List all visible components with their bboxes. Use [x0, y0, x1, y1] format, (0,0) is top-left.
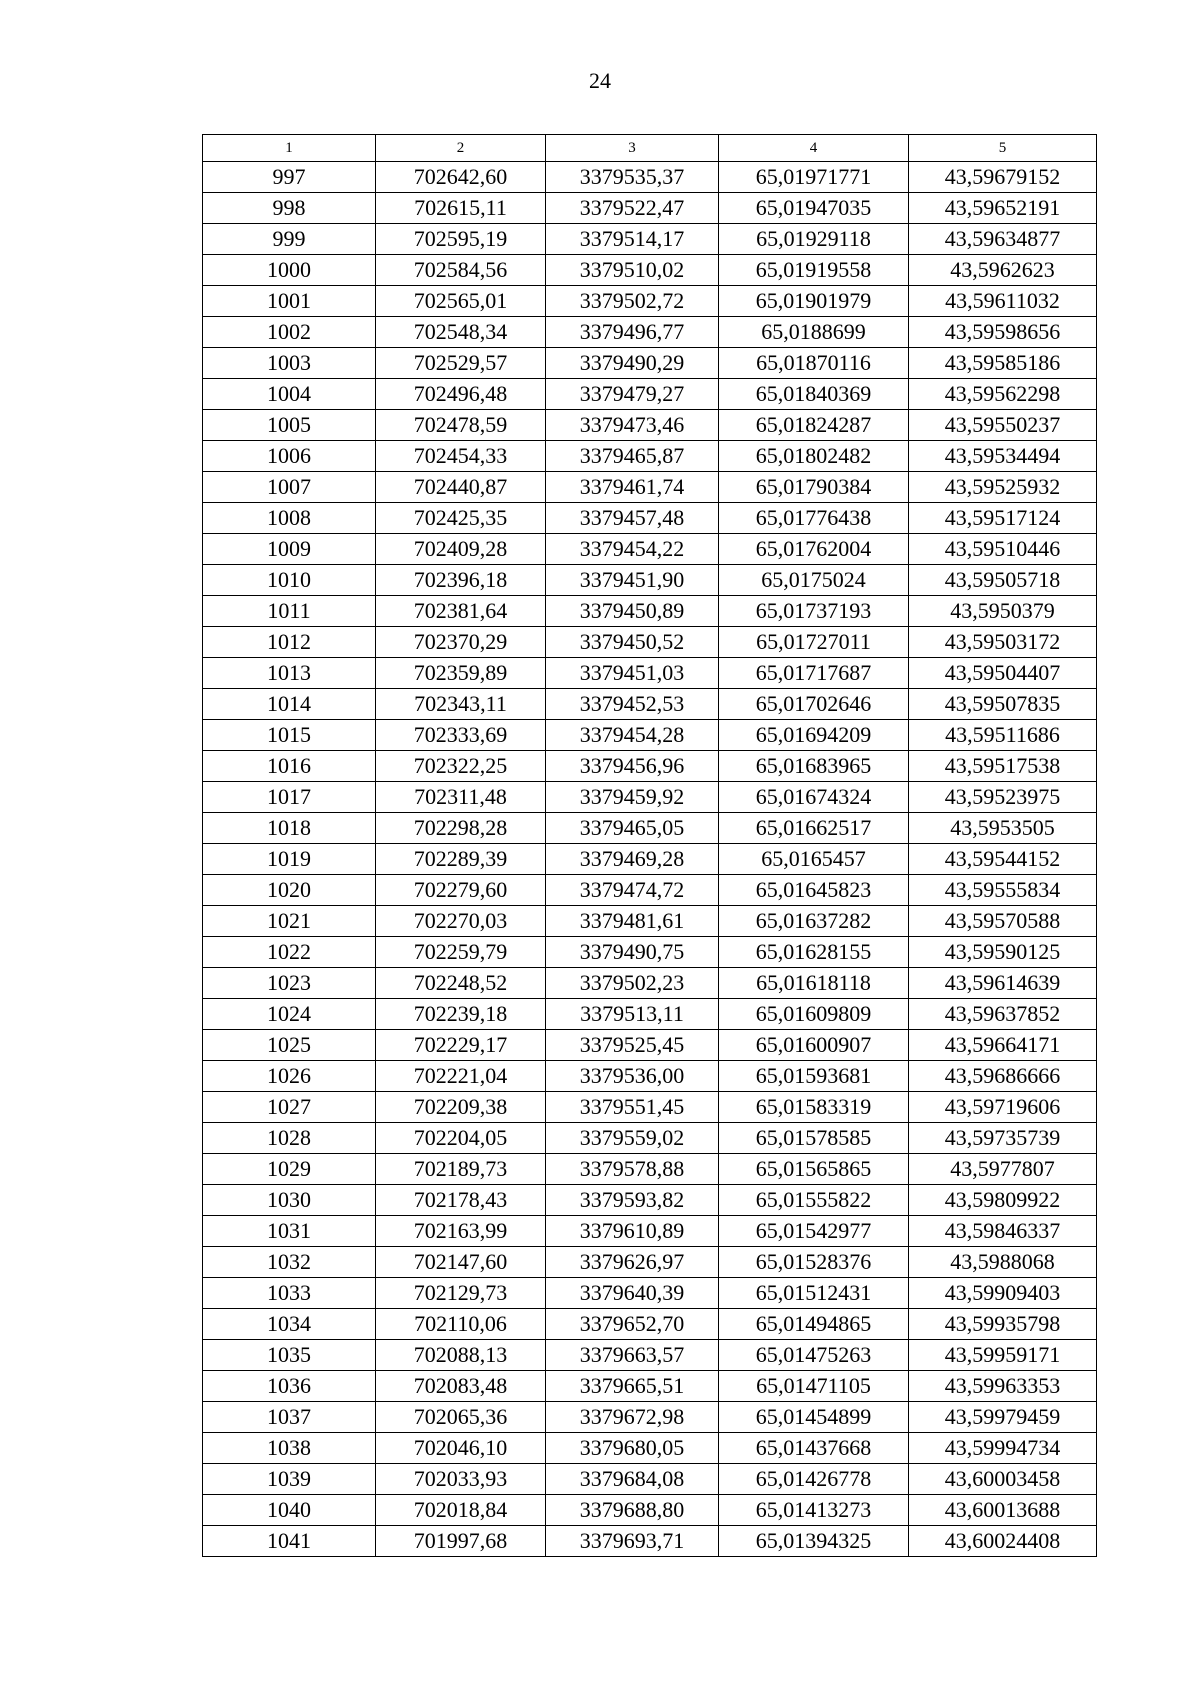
longitude-cell: 43,59570588	[909, 906, 1097, 937]
coord-x-cell: 702615,11	[376, 193, 546, 224]
coord-x-cell: 702409,28	[376, 534, 546, 565]
table-row	[203, 1402, 1097, 1433]
table-row	[203, 1371, 1097, 1402]
table-row	[203, 348, 1097, 379]
coord-y-cell: 3379513,11	[546, 999, 719, 1030]
table-row	[203, 1154, 1097, 1185]
table-row	[203, 162, 1097, 193]
table-row	[203, 875, 1097, 906]
table-row	[203, 627, 1097, 658]
latitude-cell: 65,01674324	[719, 782, 909, 813]
longitude-cell: 43,59963353	[909, 1371, 1097, 1402]
latitude-cell: 65,01609809	[719, 999, 909, 1030]
latitude-cell: 65,01929118	[719, 224, 909, 255]
table-row	[203, 286, 1097, 317]
table-row	[203, 1278, 1097, 1309]
point-number-cell: 1022	[203, 937, 376, 968]
latitude-cell: 65,01475263	[719, 1340, 909, 1371]
latitude-cell: 65,01947035	[719, 193, 909, 224]
table-row	[203, 1340, 1097, 1371]
longitude-cell: 43,59664171	[909, 1030, 1097, 1061]
latitude-cell: 65,01702646	[719, 689, 909, 720]
latitude-cell: 65,01790384	[719, 472, 909, 503]
coord-y-cell: 3379626,97	[546, 1247, 719, 1278]
coord-x-cell: 702259,79	[376, 937, 546, 968]
point-number-cell: 1000	[203, 255, 376, 286]
coord-x-cell: 702033,93	[376, 1464, 546, 1495]
longitude-cell: 43,59614639	[909, 968, 1097, 999]
latitude-cell: 65,0175024	[719, 565, 909, 596]
point-number-cell: 998	[203, 193, 376, 224]
table-row	[203, 224, 1097, 255]
coord-y-cell: 3379522,47	[546, 193, 719, 224]
coord-y-cell: 3379450,52	[546, 627, 719, 658]
table-row	[203, 472, 1097, 503]
coord-x-cell: 702359,89	[376, 658, 546, 689]
longitude-cell: 43,59590125	[909, 937, 1097, 968]
header-row	[203, 135, 1097, 162]
point-number-cell: 1004	[203, 379, 376, 410]
longitude-cell: 43,59534494	[909, 441, 1097, 472]
longitude-cell: 43,59679152	[909, 162, 1097, 193]
coord-y-cell: 3379456,96	[546, 751, 719, 782]
coord-x-cell: 702440,87	[376, 472, 546, 503]
coord-y-cell: 3379502,23	[546, 968, 719, 999]
point-number-cell: 1011	[203, 596, 376, 627]
point-number-cell: 1037	[203, 1402, 376, 1433]
table-body	[203, 162, 1097, 1557]
longitude-cell: 43,59585186	[909, 348, 1097, 379]
coord-y-cell: 3379525,45	[546, 1030, 719, 1061]
coord-y-cell: 3379479,27	[546, 379, 719, 410]
coord-x-cell: 702311,48	[376, 782, 546, 813]
longitude-cell: 43,59505718	[909, 565, 1097, 596]
point-number-cell: 1003	[203, 348, 376, 379]
coord-x-cell: 702548,34	[376, 317, 546, 348]
table-row	[203, 1216, 1097, 1247]
table-row	[203, 1123, 1097, 1154]
latitude-cell: 65,01870116	[719, 348, 909, 379]
coord-x-cell: 702370,29	[376, 627, 546, 658]
point-number-cell: 1015	[203, 720, 376, 751]
longitude-cell: 43,60024408	[909, 1526, 1097, 1557]
column-header-5: 5	[909, 135, 1097, 162]
coord-x-cell: 702381,64	[376, 596, 546, 627]
coord-y-cell: 3379474,72	[546, 875, 719, 906]
latitude-cell: 65,01694209	[719, 720, 909, 751]
latitude-cell: 65,0188699	[719, 317, 909, 348]
latitude-cell: 65,01717687	[719, 658, 909, 689]
point-number-cell: 1031	[203, 1216, 376, 1247]
point-number-cell: 1040	[203, 1495, 376, 1526]
latitude-cell: 65,01426778	[719, 1464, 909, 1495]
coord-x-cell: 702270,03	[376, 906, 546, 937]
point-number-cell: 1002	[203, 317, 376, 348]
point-number-cell: 1005	[203, 410, 376, 441]
longitude-cell: 43,59719606	[909, 1092, 1097, 1123]
table-row	[203, 503, 1097, 534]
latitude-cell: 65,01555822	[719, 1185, 909, 1216]
longitude-cell: 43,59634877	[909, 224, 1097, 255]
table-row	[203, 1464, 1097, 1495]
longitude-cell: 43,59959171	[909, 1340, 1097, 1371]
coordinates-table	[202, 134, 1097, 1557]
latitude-cell: 65,01618118	[719, 968, 909, 999]
coord-x-cell: 702496,48	[376, 379, 546, 410]
point-number-cell: 1014	[203, 689, 376, 720]
table-row	[203, 1495, 1097, 1526]
table-row	[203, 1247, 1097, 1278]
coord-y-cell: 3379459,92	[546, 782, 719, 813]
coord-y-cell: 3379457,48	[546, 503, 719, 534]
longitude-cell: 43,59550237	[909, 410, 1097, 441]
latitude-cell: 65,01637282	[719, 906, 909, 937]
coord-x-cell: 702343,11	[376, 689, 546, 720]
latitude-cell: 65,01413273	[719, 1495, 909, 1526]
coord-x-cell: 702642,60	[376, 162, 546, 193]
point-number-cell: 1024	[203, 999, 376, 1030]
coord-x-cell: 702204,05	[376, 1123, 546, 1154]
table-row	[203, 999, 1097, 1030]
column-header-1: 1	[203, 135, 376, 162]
table-row	[203, 751, 1097, 782]
table-row	[203, 844, 1097, 875]
coord-x-cell: 702088,13	[376, 1340, 546, 1371]
latitude-cell: 65,01727011	[719, 627, 909, 658]
coord-y-cell: 3379663,57	[546, 1340, 719, 1371]
latitude-cell: 65,01565865	[719, 1154, 909, 1185]
coord-x-cell: 702322,25	[376, 751, 546, 782]
coord-y-cell: 3379536,00	[546, 1061, 719, 1092]
longitude-cell: 43,60003458	[909, 1464, 1097, 1495]
point-number-cell: 1038	[203, 1433, 376, 1464]
latitude-cell: 65,01802482	[719, 441, 909, 472]
table-header	[203, 135, 1097, 162]
coord-x-cell: 702454,33	[376, 441, 546, 472]
table-row	[203, 1309, 1097, 1340]
coord-y-cell: 3379640,39	[546, 1278, 719, 1309]
latitude-cell: 65,01901979	[719, 286, 909, 317]
point-number-cell: 1016	[203, 751, 376, 782]
point-number-cell: 1007	[203, 472, 376, 503]
latitude-cell: 65,01454899	[719, 1402, 909, 1433]
coord-y-cell: 3379578,88	[546, 1154, 719, 1185]
coord-x-cell: 702083,48	[376, 1371, 546, 1402]
coord-y-cell: 3379473,46	[546, 410, 719, 441]
longitude-cell: 43,59809922	[909, 1185, 1097, 1216]
point-number-cell: 1035	[203, 1340, 376, 1371]
latitude-cell: 65,01919558	[719, 255, 909, 286]
latitude-cell: 65,01593681	[719, 1061, 909, 1092]
table-row	[203, 317, 1097, 348]
point-number-cell: 1013	[203, 658, 376, 689]
column-header-3: 3	[546, 135, 719, 162]
longitude-cell: 43,59935798	[909, 1309, 1097, 1340]
longitude-cell: 43,5953505	[909, 813, 1097, 844]
coord-y-cell: 3379452,53	[546, 689, 719, 720]
coord-x-cell: 702333,69	[376, 720, 546, 751]
coord-y-cell: 3379514,17	[546, 224, 719, 255]
column-header-2: 2	[376, 135, 546, 162]
longitude-cell: 43,59511686	[909, 720, 1097, 751]
latitude-cell: 65,01394325	[719, 1526, 909, 1557]
point-number-cell: 1034	[203, 1309, 376, 1340]
coord-y-cell: 3379496,77	[546, 317, 719, 348]
table-row	[203, 1185, 1097, 1216]
point-number-cell: 1028	[203, 1123, 376, 1154]
point-number-cell: 1033	[203, 1278, 376, 1309]
coord-x-cell: 702046,10	[376, 1433, 546, 1464]
longitude-cell: 43,5950379	[909, 596, 1097, 627]
longitude-cell: 43,59517538	[909, 751, 1097, 782]
longitude-cell: 43,59611032	[909, 286, 1097, 317]
point-number-cell: 1006	[203, 441, 376, 472]
latitude-cell: 65,01471105	[719, 1371, 909, 1402]
longitude-cell: 43,59637852	[909, 999, 1097, 1030]
table-row	[203, 565, 1097, 596]
coord-y-cell: 3379610,89	[546, 1216, 719, 1247]
point-number-cell: 1029	[203, 1154, 376, 1185]
point-number-cell: 1021	[203, 906, 376, 937]
longitude-cell: 43,59507835	[909, 689, 1097, 720]
table-row	[203, 813, 1097, 844]
longitude-cell: 43,5977807	[909, 1154, 1097, 1185]
point-number-cell: 1039	[203, 1464, 376, 1495]
coord-y-cell: 3379502,72	[546, 286, 719, 317]
coord-y-cell: 3379451,03	[546, 658, 719, 689]
coord-y-cell: 3379680,05	[546, 1433, 719, 1464]
coord-x-cell: 702129,73	[376, 1278, 546, 1309]
coord-y-cell: 3379535,37	[546, 162, 719, 193]
point-number-cell: 1017	[203, 782, 376, 813]
longitude-cell: 43,59504407	[909, 658, 1097, 689]
longitude-cell: 43,59544152	[909, 844, 1097, 875]
longitude-cell: 43,59510446	[909, 534, 1097, 565]
table-row	[203, 379, 1097, 410]
table-row	[203, 1030, 1097, 1061]
latitude-cell: 65,01628155	[719, 937, 909, 968]
coord-x-cell: 702248,52	[376, 968, 546, 999]
latitude-cell: 65,0165457	[719, 844, 909, 875]
coord-y-cell: 3379469,28	[546, 844, 719, 875]
point-number-cell: 1023	[203, 968, 376, 999]
column-header-4: 4	[719, 135, 909, 162]
point-number-cell: 1036	[203, 1371, 376, 1402]
coord-x-cell: 702221,04	[376, 1061, 546, 1092]
coord-y-cell: 3379665,51	[546, 1371, 719, 1402]
table-row	[203, 441, 1097, 472]
coord-x-cell: 702163,99	[376, 1216, 546, 1247]
point-number-cell: 1009	[203, 534, 376, 565]
coord-y-cell: 3379593,82	[546, 1185, 719, 1216]
longitude-cell: 43,60013688	[909, 1495, 1097, 1526]
table-row	[203, 968, 1097, 999]
point-number-cell: 1010	[203, 565, 376, 596]
point-number-cell: 997	[203, 162, 376, 193]
coord-y-cell: 3379652,70	[546, 1309, 719, 1340]
coord-y-cell: 3379461,74	[546, 472, 719, 503]
coord-x-cell: 702298,28	[376, 813, 546, 844]
longitude-cell: 43,59979459	[909, 1402, 1097, 1433]
latitude-cell: 65,01824287	[719, 410, 909, 441]
latitude-cell: 65,01971771	[719, 162, 909, 193]
coord-x-cell: 702209,38	[376, 1092, 546, 1123]
coord-y-cell: 3379454,22	[546, 534, 719, 565]
table-row	[203, 782, 1097, 813]
longitude-cell: 43,59686666	[909, 1061, 1097, 1092]
point-number-cell: 1025	[203, 1030, 376, 1061]
latitude-cell: 65,01494865	[719, 1309, 909, 1340]
point-number-cell: 1012	[203, 627, 376, 658]
coord-y-cell: 3379672,98	[546, 1402, 719, 1433]
longitude-cell: 43,5988068	[909, 1247, 1097, 1278]
coord-x-cell: 702239,18	[376, 999, 546, 1030]
longitude-cell: 43,59523975	[909, 782, 1097, 813]
coord-x-cell: 702110,06	[376, 1309, 546, 1340]
table-row	[203, 410, 1097, 441]
table-row	[203, 720, 1097, 751]
table-row	[203, 1061, 1097, 1092]
coord-x-cell: 702478,59	[376, 410, 546, 441]
coord-x-cell: 702595,19	[376, 224, 546, 255]
table-row	[203, 1526, 1097, 1557]
coord-y-cell: 3379693,71	[546, 1526, 719, 1557]
table-row	[203, 658, 1097, 689]
coord-x-cell: 702065,36	[376, 1402, 546, 1433]
page-number: 24	[589, 68, 611, 93]
point-number-cell: 1026	[203, 1061, 376, 1092]
longitude-cell: 43,59598656	[909, 317, 1097, 348]
longitude-cell: 43,59555834	[909, 875, 1097, 906]
point-number-cell: 1001	[203, 286, 376, 317]
coord-y-cell: 3379450,89	[546, 596, 719, 627]
table-row	[203, 906, 1097, 937]
coord-x-cell: 702396,18	[376, 565, 546, 596]
table-row	[203, 1433, 1097, 1464]
point-number-cell: 1027	[203, 1092, 376, 1123]
point-number-cell: 1030	[203, 1185, 376, 1216]
coord-y-cell: 3379688,80	[546, 1495, 719, 1526]
latitude-cell: 65,01512431	[719, 1278, 909, 1309]
latitude-cell: 65,01583319	[719, 1092, 909, 1123]
coord-x-cell: 702018,84	[376, 1495, 546, 1526]
coord-y-cell: 3379490,75	[546, 937, 719, 968]
coord-x-cell: 702565,01	[376, 286, 546, 317]
latitude-cell: 65,01542977	[719, 1216, 909, 1247]
coord-x-cell: 702529,57	[376, 348, 546, 379]
latitude-cell: 65,01600907	[719, 1030, 909, 1061]
coord-x-cell: 702584,56	[376, 255, 546, 286]
point-number-cell: 1019	[203, 844, 376, 875]
point-number-cell: 1032	[203, 1247, 376, 1278]
point-number-cell: 1008	[203, 503, 376, 534]
coord-x-cell: 702425,35	[376, 503, 546, 534]
longitude-cell: 43,59652191	[909, 193, 1097, 224]
latitude-cell: 65,01645823	[719, 875, 909, 906]
latitude-cell: 65,01683965	[719, 751, 909, 782]
longitude-cell: 43,59517124	[909, 503, 1097, 534]
latitude-cell: 65,01776438	[719, 503, 909, 534]
point-number-cell: 999	[203, 224, 376, 255]
longitude-cell: 43,59735739	[909, 1123, 1097, 1154]
coord-y-cell: 3379490,29	[546, 348, 719, 379]
longitude-cell: 43,59503172	[909, 627, 1097, 658]
table-row	[203, 596, 1097, 627]
table-row	[203, 193, 1097, 224]
coord-x-cell: 701997,68	[376, 1526, 546, 1557]
longitude-cell: 43,59909403	[909, 1278, 1097, 1309]
coord-y-cell: 3379451,90	[546, 565, 719, 596]
coord-x-cell: 702147,60	[376, 1247, 546, 1278]
latitude-cell: 65,01578585	[719, 1123, 909, 1154]
coord-y-cell: 3379465,87	[546, 441, 719, 472]
coord-x-cell: 702178,43	[376, 1185, 546, 1216]
table-row	[203, 689, 1097, 720]
latitude-cell: 65,01840369	[719, 379, 909, 410]
latitude-cell: 65,01737193	[719, 596, 909, 627]
coord-y-cell: 3379481,61	[546, 906, 719, 937]
coord-x-cell: 702279,60	[376, 875, 546, 906]
table-row	[203, 255, 1097, 286]
point-number-cell: 1041	[203, 1526, 376, 1557]
coord-y-cell: 3379559,02	[546, 1123, 719, 1154]
longitude-cell: 43,59525932	[909, 472, 1097, 503]
table-row	[203, 937, 1097, 968]
coord-y-cell: 3379510,02	[546, 255, 719, 286]
coord-x-cell: 702229,17	[376, 1030, 546, 1061]
point-number-cell: 1018	[203, 813, 376, 844]
longitude-cell: 43,59994734	[909, 1433, 1097, 1464]
longitude-cell: 43,5962623	[909, 255, 1097, 286]
longitude-cell: 43,59562298	[909, 379, 1097, 410]
coord-x-cell: 702289,39	[376, 844, 546, 875]
coord-x-cell: 702189,73	[376, 1154, 546, 1185]
coord-y-cell: 3379465,05	[546, 813, 719, 844]
latitude-cell: 65,01662517	[719, 813, 909, 844]
coord-y-cell: 3379551,45	[546, 1092, 719, 1123]
table-row	[203, 534, 1097, 565]
table-row	[203, 1092, 1097, 1123]
coord-y-cell: 3379684,08	[546, 1464, 719, 1495]
coord-y-cell: 3379454,28	[546, 720, 719, 751]
longitude-cell: 43,59846337	[909, 1216, 1097, 1247]
latitude-cell: 65,01762004	[719, 534, 909, 565]
point-number-cell: 1020	[203, 875, 376, 906]
latitude-cell: 65,01437668	[719, 1433, 909, 1464]
latitude-cell: 65,01528376	[719, 1247, 909, 1278]
